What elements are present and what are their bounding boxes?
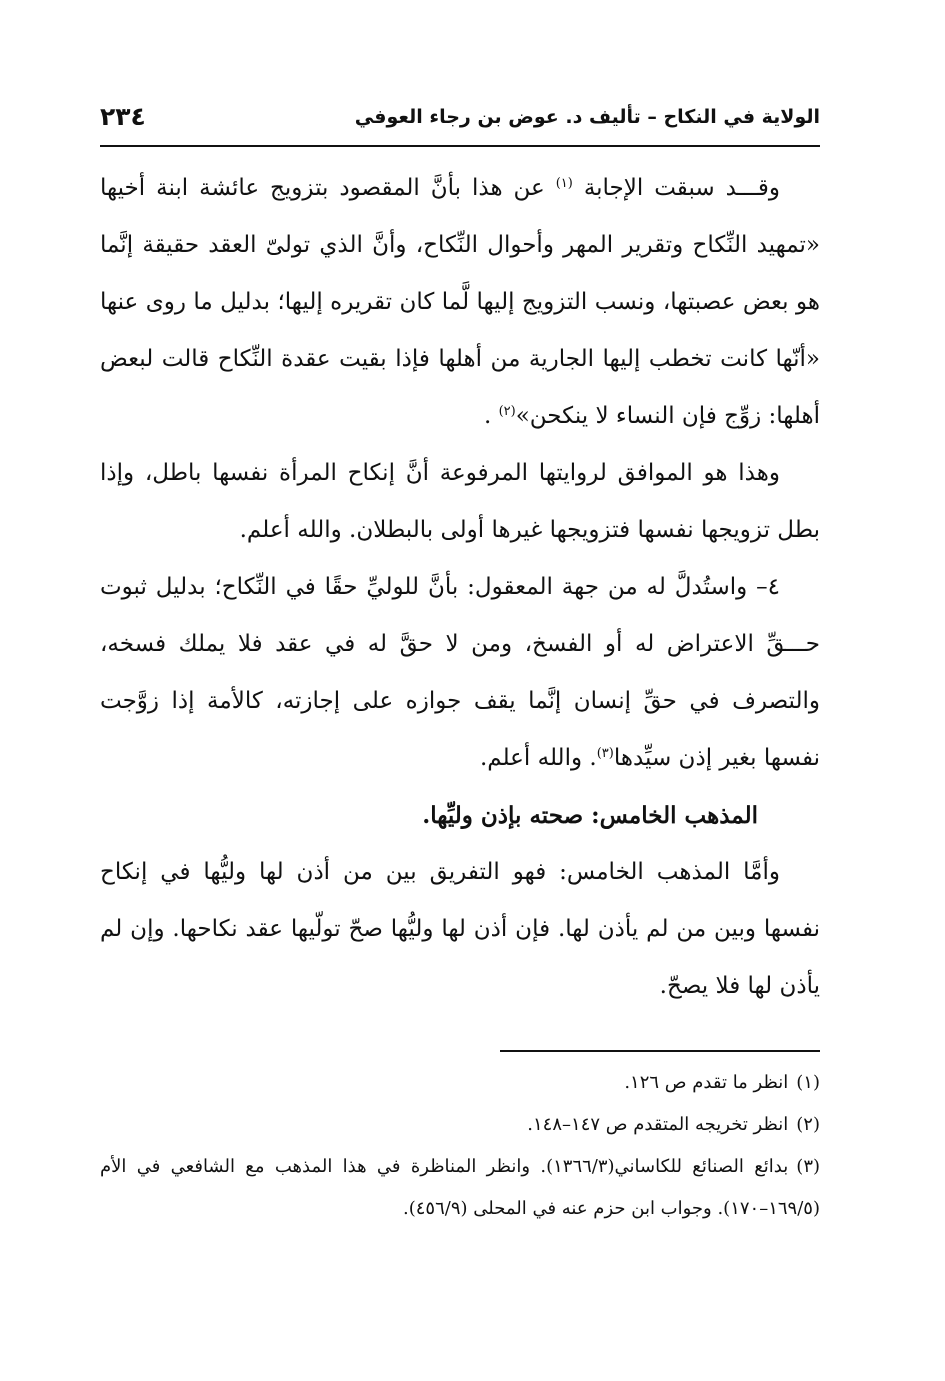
section-heading: المذهب الخامس: صحته بإذن وليِّها. [422,802,758,829]
main-text [100,160,820,1015]
footnote-ref-2: (٢) [498,404,516,419]
footnote-ref-3: (٣) [596,746,614,761]
footnote-text: انظر تخريجه المتقدم ص ١٤٧–١٤٨. [527,1114,789,1135]
footnote-text: انظر ما تقدم ص ١٢٦. [624,1072,789,1093]
paragraph-4: وأمَّا المذهب الخامس: فهو التفريق بين من أذن لها وليُّها في إنكاح نفسها وبين من لم يأذن لها. فإن أذن لها وليُّها صحّ تولّيها عقد نكاحها. وإن لم يأذن لها فلا يصحّ. [100,859,820,999]
paragraph-1-part-c: . [483,403,499,429]
footnote-number: (٣) [796,1156,821,1177]
footnote-number: (٢) [796,1114,820,1135]
footnote-ref-1: (١) [555,176,573,191]
paragraph-1-part-a: وقـــد سبقت الإجابة [583,175,780,201]
footnotes [100,1062,820,1230]
paragraph-2: وهذا هو الموافق لروايتها المرفوعة أنَّ إنكاح المرأة نفسها باطل، وإذا بطل تزويجها نفسها فتزويجها غيرها أولى بالبطلان. والله أعلم. [100,460,820,543]
footnote-1 [100,1062,820,1104]
running-header [100,104,820,144]
footnote-number: (١) [796,1072,820,1093]
header-rule [100,145,820,147]
footnote-3 [100,1146,820,1230]
paragraph-1-part-b: عن هذا بأنَّ المقصود بتزويج عائشة ابنة أخيها «تمهيد النِّكاح وتقرير المهر وأحوال النِّكاح، وأنَّ الذي تولىّ العقد حقيقة إنَّما هو بعض عصبتها، ونسب التزويج إليها لَّما كان تقريره إليها؛ بدليل ما روى عنها «أنّها كانت تخطب إليها الجارية من أهلها فإذا بقيت عقدة النِّكاح قالت لبعض أهلها: زوِّج فإن النساء لا ينكحن» [100,175,820,429]
footnote-text: بدائع الصنائع للكاساني(١٣٦٦/٣). وانظر المناظرة في هذا المذهب مع الشافعي في الأم (١٦٩/٥–١٧٠). وجواب ابن حزم عنه في المحلى (٤٥٦/٩). [100,1156,820,1219]
footnote-2 [100,1104,820,1146]
paragraph-3 [100,559,820,787]
footnote-separator [500,1050,820,1052]
paragraph-3-part-a: ٤– واستُدلَّ له من جهة المعقول: بأنَّ للوليِّ حقًا في النِّكاح؛ بدليل ثبوت حـــقِّ الاعتراض له أو الفسخ، ومن لا حقَّ له في عقد فلا يملك فسخه، والتصرف في حقِّ إنسان إنَّما يقف جوازه على إجازته، كالأمة إذا زوَّجت نفسها بغير إذن سيِّدها [100,574,820,771]
header-title: الولاية في النكاح – تأليف د. عوض بن رجاء العوفي [354,106,820,128]
paragraph-1 [100,160,820,445]
paragraph-3-part-b: . والله أعلم. [479,745,597,771]
page-number: ٢٣٤ [100,102,146,131]
